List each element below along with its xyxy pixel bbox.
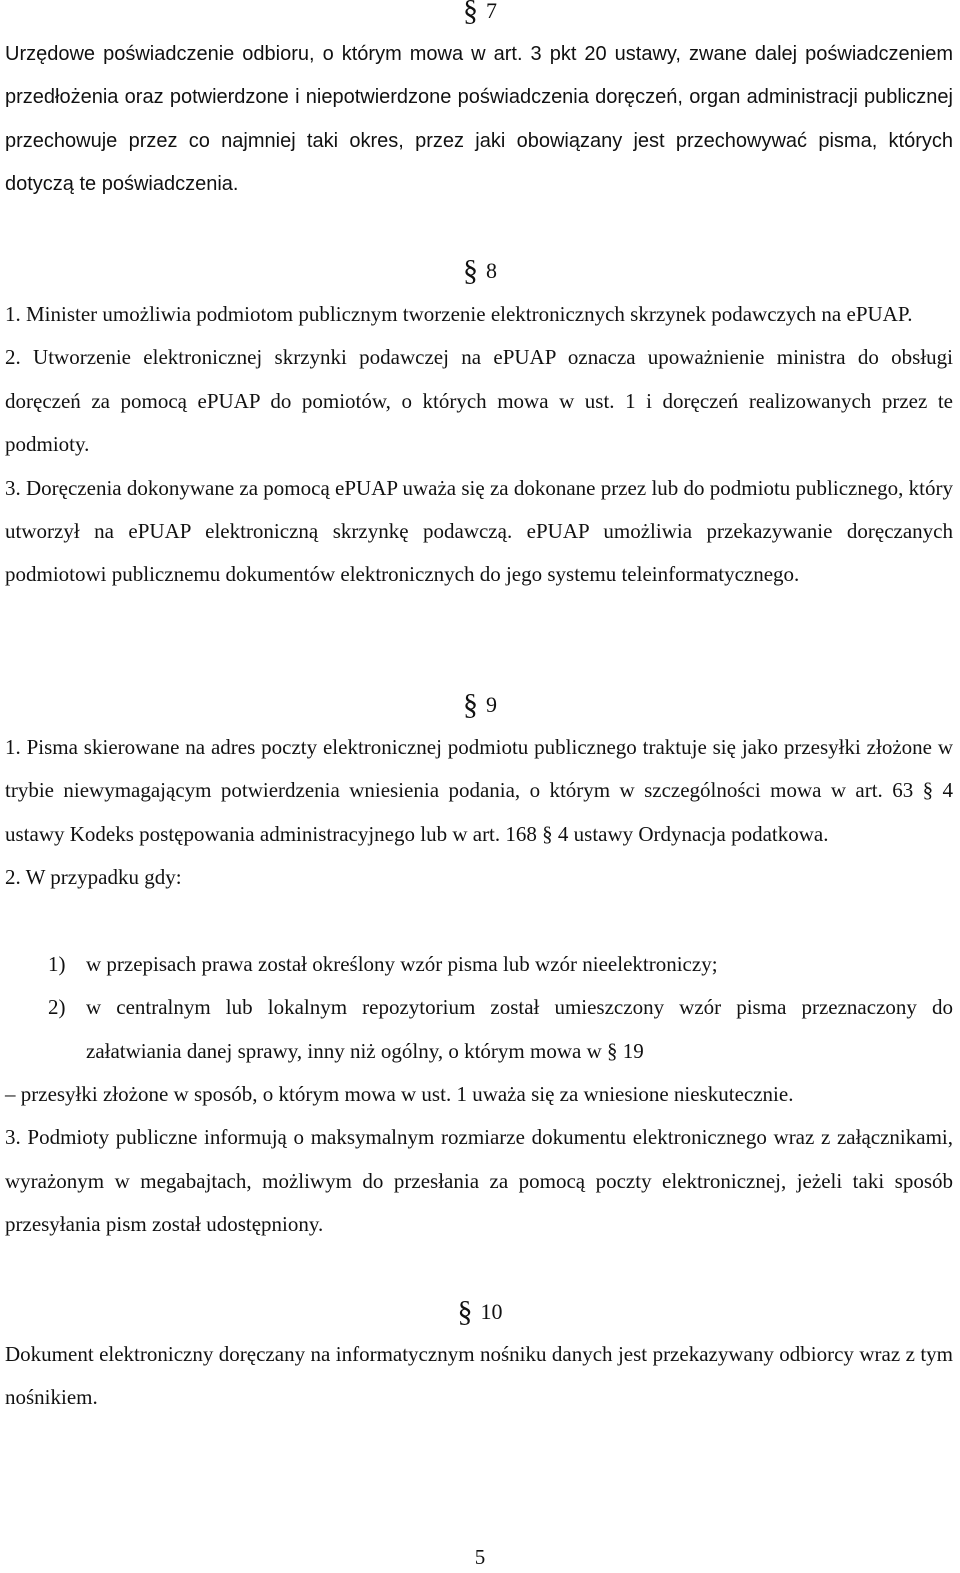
section-symbol: § [463, 254, 478, 287]
section-8-heading [0, 256, 960, 286]
list-item [48, 986, 953, 1073]
list-item-number: 2) [48, 995, 66, 1020]
section-9-body-bottom [5, 1073, 953, 1247]
section-8-paragraph-1: 1. Minister umożliwia podmiotom publicznym tworzenie elektronicznych skrzynek podawczych na ePUAP. [5, 302, 913, 326]
section-7-text: Urzędowe poświadczenie odbioru, o którym mowa w art. 3 pkt 20 ustawy, zwane dalej poświadczeniem przedłożenia oraz potwierdzone i niepotwierdzone poświadczenia doręczeń, organ administracji publicznej przechowuje przez co najmniej taki okres, przez jaki obowiązany jest przechowywać pisma, których dotyczą te poświadczenia. [5, 43, 953, 196]
section-9-paragraph-2-intro: 2. W przypadku gdy: [5, 865, 182, 890]
section-symbol: § [457, 1295, 473, 1328]
section-9-paragraph-1: 1. Pisma skierowane na adres poczty elektronicznej podmiotu publicznego traktuje się jako przesyłki złożone w trybie niewymagającym potwierdzenia wniesienia podania, o którym w szczególności mowa w art. 63 § 4 ustawy Kodeks postępowania administracyjnego lub w art. 168 § 4 ustawy Ordynacja podatkowa. [5, 735, 953, 846]
section-symbol: § [463, 0, 478, 27]
list-item [48, 943, 953, 986]
section-8-paragraph-2: 2. Utworzenie elektronicznej skrzynki podawczej na ePUAP oznacza upoważnienie ministra do obsługi doręczeń za pomocą ePUAP do pomiotów, o których mowa w ust. 1 i doręczeń realizowanych przez te podmioty. [5, 345, 953, 457]
section-9-heading [0, 690, 960, 720]
section-10-body [5, 1333, 953, 1420]
section-number: 7 [486, 0, 497, 23]
section-9-paragraph-2-tail: – przesyłki złożone w sposób, o którym mowa w ust. 1 uważa się za wniesione nieskutecznie. [5, 1082, 794, 1106]
section-number: 9 [486, 692, 497, 717]
section-8-paragraph-3: 3. Doręczenia dokonywane za pomocą ePUAP uważa się za dokonane przez lub do podmiotu publicznego, który utworzył na ePUAP elektroniczną skrzynkę podawczą. ePUAP umożliwia przekazywanie doręczanych podmiotowi publicznemu dokumentów elektronicznych do jego systemu teleinformatycznego. [5, 475, 953, 587]
section-number: 8 [486, 258, 497, 283]
list-item-number: 1) [48, 952, 66, 976]
section-9-list [48, 943, 953, 1073]
section-8-body [5, 293, 953, 597]
list-item-text: w przepisach prawa został określony wzór pisma lub wzór nieelektroniczy; [86, 952, 718, 976]
section-10-heading [0, 1297, 960, 1327]
section-9-paragraph-3: 3. Podmioty publiczne informują o maksymalnym rozmiarze dokumentu elektronicznego wraz z załącznikami, wyrażonym w megabajtach, możliwym do przesłania za pomocą poczty elektronicznej, jeżeli taki sposób przesyłania pism został udostępniony. [5, 1125, 953, 1237]
list-item-text: w centralnym lub lokalnym repozytorium został umieszczony wzór pisma przeznaczony do załatwiania danej sprawy, inny niż ogólny, o którym mowa w § 19 [86, 995, 953, 1063]
section-9-body-top [5, 726, 953, 900]
section-symbol: § [463, 688, 478, 721]
section-10-paragraph: Dokument elektroniczny doręczany na informatycznym nośniku danych jest przekazywany odbiorcy wraz z tym nośnikiem. [5, 1342, 953, 1410]
section-number: 10 [480, 1299, 503, 1324]
page-number: 5 [474, 1545, 486, 1569]
section-7-heading [0, 0, 960, 26]
